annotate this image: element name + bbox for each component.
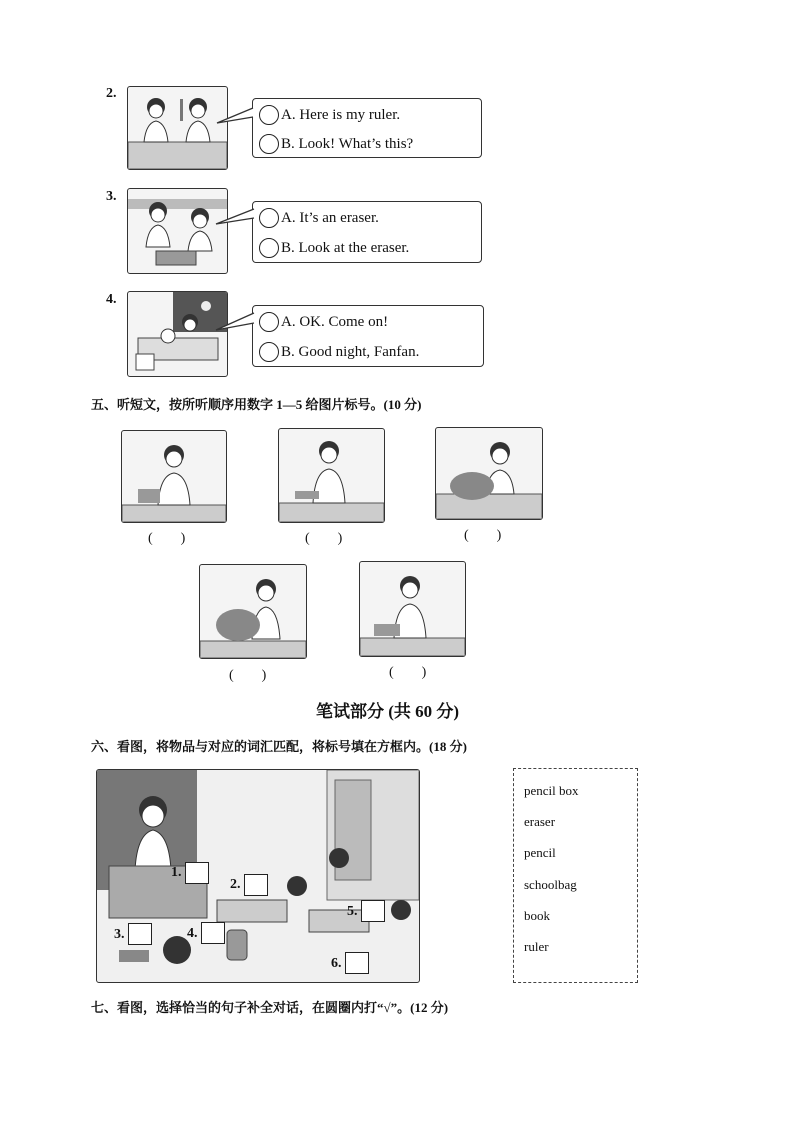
item-label-6: 6. — [331, 956, 342, 971]
word-item: eraser — [524, 814, 556, 829]
question-number-3: 3. — [106, 189, 117, 204]
option-b — [259, 238, 409, 258]
answer-circle[interactable] — [259, 105, 279, 125]
listening-picture-3 — [435, 427, 543, 520]
question-number-4: 4. — [106, 292, 117, 307]
answer-box-6[interactable] — [345, 952, 369, 974]
option-b — [259, 134, 413, 154]
listening-picture-5 — [359, 561, 466, 657]
option-a — [259, 105, 400, 125]
option-a-text: A. OK. Come on! — [281, 313, 389, 330]
answer-circle[interactable] — [259, 342, 279, 362]
option-a-text: A. It’s an eraser. — [281, 209, 379, 226]
word-item: pencil — [524, 845, 556, 860]
answer-blank-4[interactable]: ( ) — [229, 668, 267, 683]
answer-circle[interactable] — [259, 134, 279, 154]
answer-blank-1[interactable]: ( ) — [148, 531, 186, 546]
item-label-4: 4. — [187, 926, 198, 941]
classroom-picture — [96, 769, 420, 983]
word-bank — [513, 768, 638, 983]
listening-picture-4 — [199, 564, 307, 659]
word-item: schoolbag — [524, 877, 577, 892]
bubble-tail — [215, 105, 255, 130]
question-3-picture — [127, 188, 228, 274]
answer-blank-3[interactable]: ( ) — [464, 528, 502, 543]
answer-box-1[interactable] — [185, 862, 209, 884]
answer-box-3[interactable] — [128, 923, 152, 945]
bubble-tail — [214, 310, 256, 334]
answer-circle[interactable] — [259, 312, 279, 332]
option-b-text: B. Look! What’s this? — [281, 135, 414, 152]
option-b — [259, 342, 419, 362]
word-item: pencil box — [524, 783, 579, 798]
question-3-options — [252, 201, 482, 263]
section-7-heading: 七、看图，选择恰当的句子补全对话，在圆圈内打“√”。(12 分) — [91, 1000, 449, 1015]
word-item: book — [524, 908, 550, 923]
option-b-text: B. Good night, Fanfan. — [281, 343, 420, 360]
option-b-text: B. Look at the eraser. — [281, 239, 410, 256]
item-label-1: 1. — [171, 865, 182, 880]
written-part-title: 笔试部分 (共 60 分) — [316, 702, 460, 721]
section-6-heading: 六、看图，将物品与对应的词汇匹配，将标号填在方框内。(18 分) — [91, 739, 467, 754]
answer-box-5[interactable] — [361, 900, 385, 922]
answer-box-4[interactable] — [201, 922, 225, 944]
option-a — [259, 312, 388, 332]
bubble-tail — [214, 206, 256, 230]
question-2-picture — [127, 86, 228, 170]
question-number-2: 2. — [106, 86, 117, 101]
listening-picture-2 — [278, 428, 385, 523]
answer-blank-2[interactable]: ( ) — [305, 531, 343, 546]
item-label-5: 5. — [347, 904, 358, 919]
word-item: ruler — [524, 939, 549, 954]
answer-circle[interactable] — [259, 238, 279, 258]
option-a-text: A. Here is my ruler. — [281, 106, 401, 123]
listening-picture-1 — [121, 430, 227, 523]
option-a — [259, 208, 379, 228]
answer-blank-5[interactable]: ( ) — [389, 665, 427, 680]
answer-box-2[interactable] — [244, 874, 268, 896]
section-5-heading: 五、听短文，按所听顺序用数字 1—5 给图片标号。(10 分) — [91, 397, 422, 412]
question-4-picture — [127, 291, 228, 377]
item-label-3: 3. — [114, 927, 125, 942]
answer-circle[interactable] — [259, 208, 279, 228]
question-2-options — [252, 98, 482, 158]
item-label-2: 2. — [230, 877, 241, 892]
question-4-options — [252, 305, 484, 367]
